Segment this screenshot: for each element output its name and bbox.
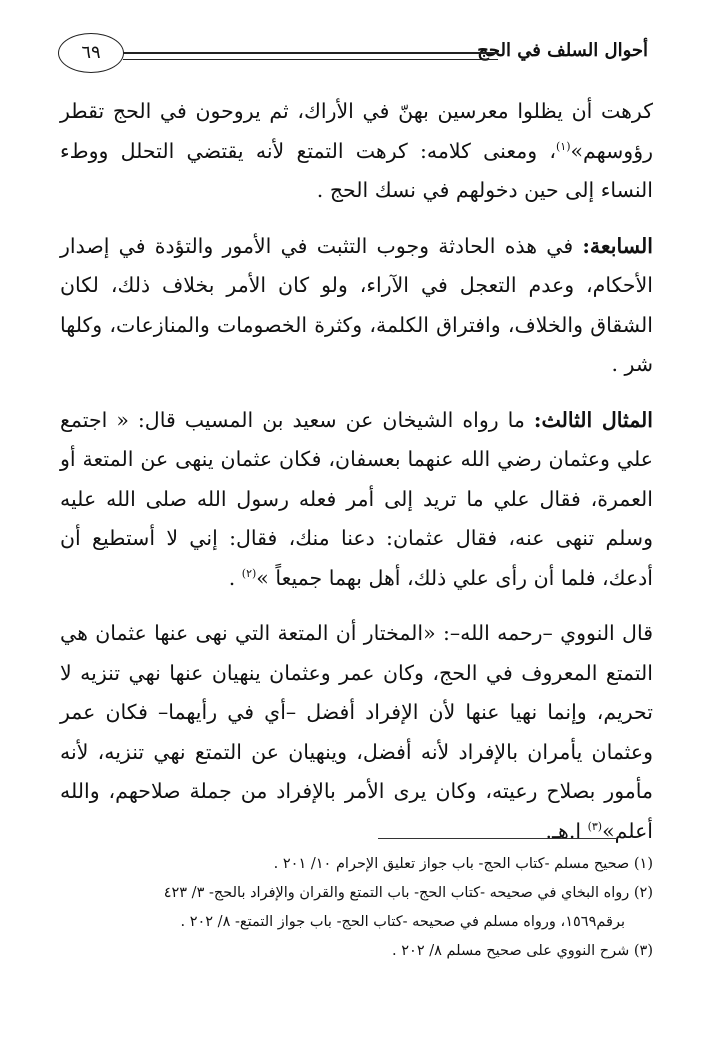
footnote-ref: (٣) — [587, 819, 603, 833]
footnotes — [60, 850, 653, 966]
paragraph — [60, 401, 653, 599]
paragraph-text: ما رواه الشيخان عن سعيد بن المسيب قال: « اجتمع علي وعثمان رضي الله عنهما بعسفان، فكان عثمان ينهى عن المتعة أو العمرة، فقال علي ما تريد إلى أمر فعله رسول الله صلى الله عليه وسلم تنهى عنه، فقال عثمان: دعنا منك، فقال: إني لا أستطيع أن أدعك، فلما أن رأى علي ذلك، أهل بهما جميعاً » — [60, 407, 653, 590]
footnote-number: (١) — [633, 856, 653, 872]
paragraph — [60, 227, 653, 385]
footnote — [60, 850, 653, 879]
footnote-ref: (١) — [555, 139, 571, 153]
footnote-text: شرح النووي على صحيح مسلم ٨/ ٢٠٢ . — [392, 943, 630, 959]
paragraph-lead: المثال الثالث: — [533, 407, 654, 432]
paragraph-text: كرهت أن يظلوا معرسين بهنّ في الأراك، ثم يروحون في الحج تقطر رؤوسهم» — [60, 99, 653, 163]
footnote — [60, 937, 653, 966]
footnote-number: (٣) — [633, 943, 653, 959]
footnote-continuation — [60, 908, 653, 937]
paragraph — [60, 92, 653, 211]
running-header — [58, 30, 648, 80]
header-rule — [123, 52, 498, 60]
paragraph-tail: . — [228, 565, 242, 590]
footnote-text: صحيح مسلم -كتاب الحج- باب جواز تعليق الإحرام ١٠/ ٢٠١ . — [273, 856, 630, 872]
paragraph-text: في هذه الحادثة وجوب التثبت في الأمور والتؤدة في إصدار الأحكام، وعدم التعجل في الآراء، ولو كان الأمر بخلاف ذلك، لكان الشقاق والخلاف، وافتراق الكلمة، وكثرة الخصومات والمنازعات، وكلها شر . — [60, 233, 653, 376]
footnote — [60, 879, 653, 908]
paragraph-text: قال النووي –رحمه الله–: «المختار أن المتعة التي نهى عنها عثمان هي التمتع المعروف في الحج، وكان عمر وعثمان ينهيان عنها نهي تنزيه لا تحريم، وإنما نهيا عنها لأن الإفراد أفضل –أي في رأيهما– فكان عمر وعثمان يأمران بالإفراد لأنه أفضل، وينهيان عن التمتع نهي تنزيه، لأنه مأمور بصلاح رعيته، وكان يرى الأمر بالإفراد من جملة صلاحهم، والله أعلم» — [60, 621, 653, 843]
footnote-ref: (٢) — [241, 566, 257, 580]
footnote-text: برقم١٥٦٩، ورواه مسلم في صحيحه -كتاب الحج- باب جواز التمتع- ٨/ ٢٠٢ . — [180, 914, 625, 930]
footnote-number: (٢) — [633, 885, 653, 901]
paragraph-tail: ا.هـ. — [545, 818, 588, 843]
paragraph — [60, 614, 653, 851]
footnote-separator — [378, 838, 616, 839]
page-number: ٦٩ — [58, 33, 124, 73]
footnote-text: رواه البخاي في صحيحه -كتاب الحج- باب التمتع والقران والإفراد بالحج- ٣/ ٤٢٣ — [163, 885, 630, 901]
paragraph-lead: السابعة: — [582, 233, 653, 258]
paragraph-tail: ، ومعنى كلامه: كرهت التمتع لأنه يقتضي التحلل ووطء النساء إلى حين دخولهم في نسك الحج . — [60, 138, 653, 202]
body-text — [60, 92, 653, 867]
header-title: أحوال السلف في الحج — [477, 40, 648, 61]
